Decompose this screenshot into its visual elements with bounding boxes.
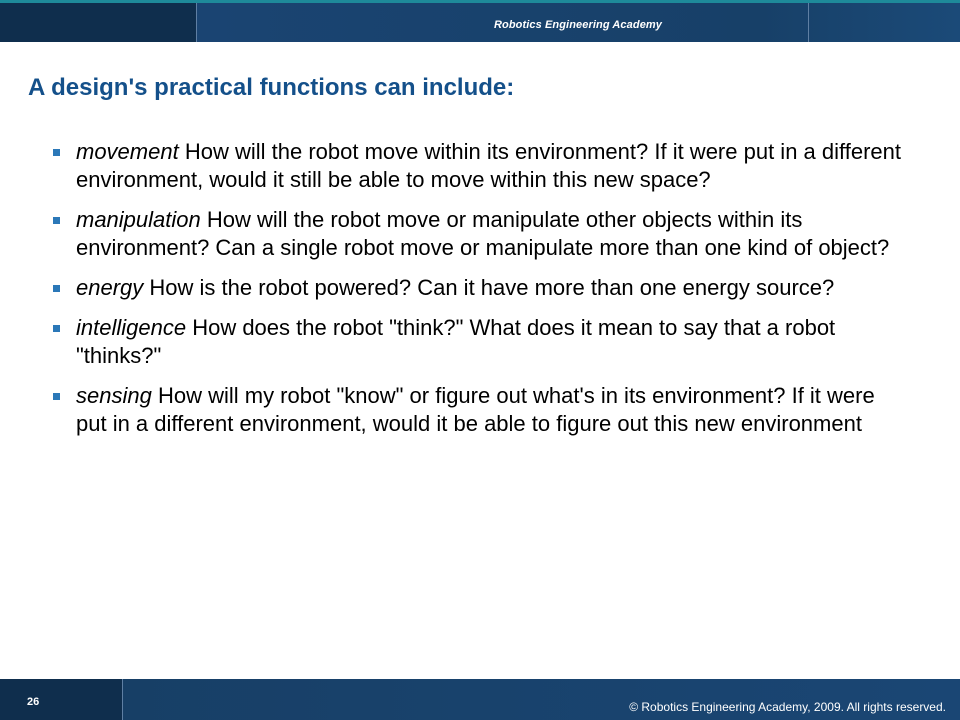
- bullet-term: sensing: [76, 383, 152, 408]
- bullet-text: How does the robot "think?" What does it mean to say that a robot "thinks?": [76, 315, 836, 368]
- header-bar: [0, 0, 960, 42]
- bullet-marker-icon: [53, 217, 60, 224]
- bullet-term: energy: [76, 275, 144, 300]
- bullet-text: How will the robot move within its environment? If it were put in a different environment, would it still be able to move within this new space?: [76, 139, 901, 192]
- slide-heading: A design's practical functions can include:: [28, 74, 515, 101]
- copyright-notice: © Robotics Engineering Academy, 2009. All rights reserved.: [629, 700, 946, 714]
- header-accent-strip: [0, 0, 960, 3]
- page-number: 26: [27, 696, 40, 708]
- bullet-term: manipulation: [76, 207, 201, 232]
- bullet-marker-icon: [53, 149, 60, 156]
- bullet-marker-icon: [53, 285, 60, 292]
- bullet-marker-icon: [53, 393, 60, 400]
- bullet-item-intelligence: [50, 314, 910, 370]
- bullet-item-sensing: [50, 382, 910, 438]
- bullet-marker-icon: [53, 325, 60, 332]
- bullet-text: How will my robot "know" or figure out what's in its environment? If it were put in a different environment, would it be able to figure out this new environment: [76, 383, 875, 436]
- header-title: Robotics Engineering Academy: [493, 19, 663, 31]
- bullet-text: How is the robot powered? Can it have more than one energy source?: [143, 275, 835, 300]
- bullet-list: [50, 138, 910, 450]
- bullet-item-manipulation: [50, 206, 910, 262]
- footer-divider: [122, 679, 123, 720]
- bullet-item-movement: [50, 138, 910, 194]
- footer-bar: [0, 679, 960, 720]
- bullet-text: How will the robot move or manipulate other objects within its environment? Can a single robot move or manipulate more than one kind of object?: [76, 207, 890, 260]
- bullet-term: intelligence: [76, 315, 187, 340]
- bullet-term: movement: [76, 139, 179, 164]
- bullet-item-energy: [50, 274, 910, 302]
